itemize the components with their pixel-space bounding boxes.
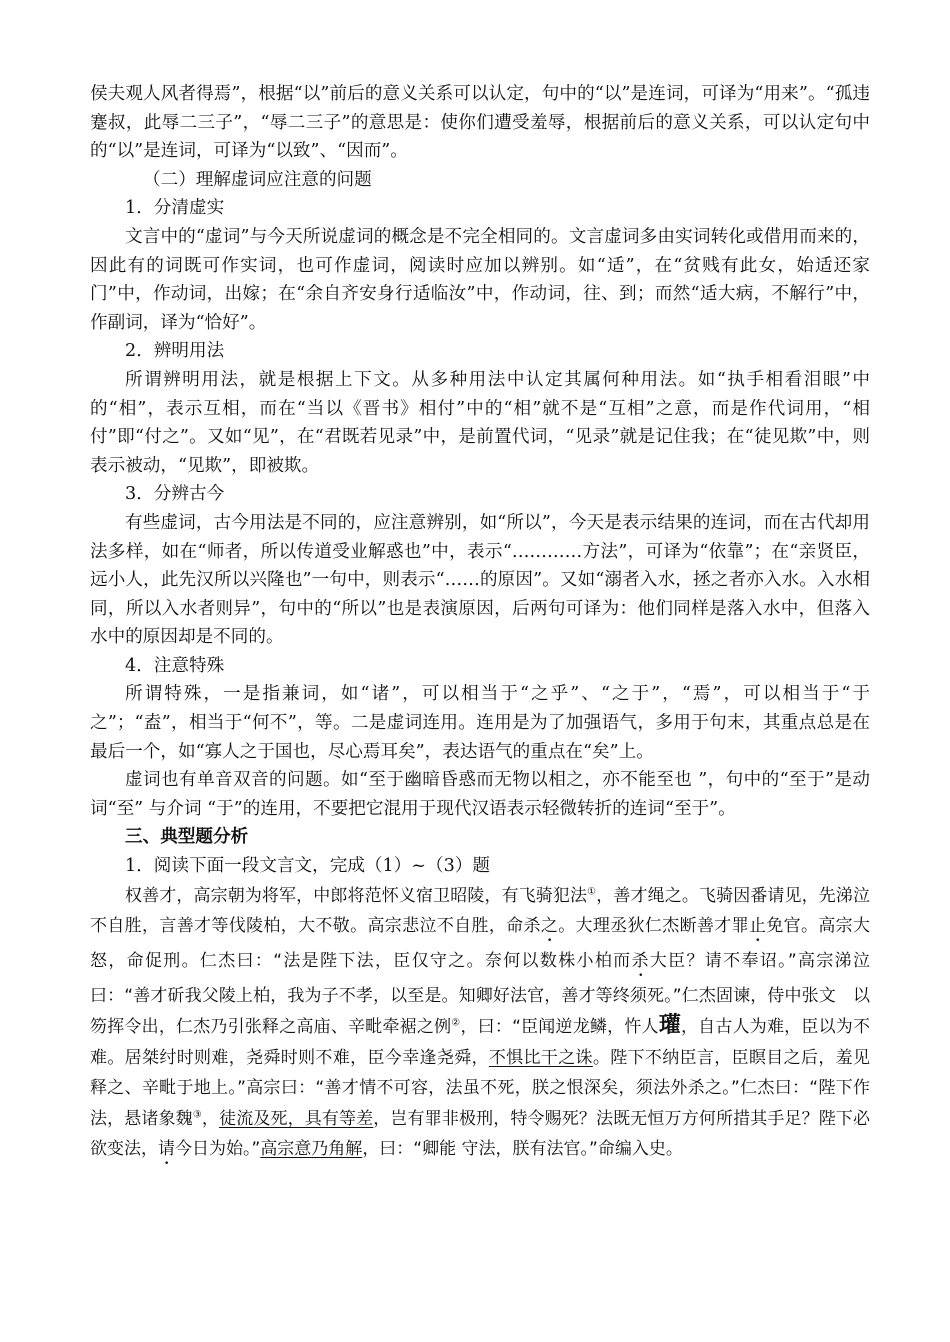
paragraph: 1．分清虚实 — [125, 198, 225, 219]
classical-chinese-passage — [90, 881, 870, 1169]
document-page — [90, 80, 870, 1169]
body-text — [90, 80, 870, 881]
paragraph: 虚词也有单音双音的问题。如“至于幽暗昏惑而无物以相之，亦不能至也 ”，句中的“至于”是动词“至” 与介词 “于”的连用，不要把它混用于现代汉语表示轻微转折的连词“至于”。 — [90, 770, 870, 819]
passage-text: ，曰：“卿能 守法，朕有法官。”命编入史。 — [362, 1139, 683, 1160]
underlined-phrase: 高宗意乃角解 — [260, 1139, 363, 1160]
dotted-character: 止 — [748, 916, 767, 937]
footnote-marker: ③ — [192, 1109, 202, 1120]
passage-text: 。大理丞狄仁杰断善才罪 — [558, 916, 749, 937]
paragraph: 所谓辨明用法，就是根据上下文。从多种用法中认定其属何种用法。如“执手相看泪眼”中的“相”，表示互相，而在“当以《晋书》相付”中的“相”就不是“互相”之意，而是作代词用，“相付”即“付之”。又如“见”，在“君既若见录”中，是前置代词，“见录”就是记住我；在“徒见欺”中，则表示被动，“见欺”，即被欺。 — [90, 369, 870, 476]
passage-text: ，善才绳之。飞骑因番请见，先涕泣不自胜，言善才等伐陵柏，大不敬。高宗悲泣不自胜，命杀 — [90, 885, 871, 937]
section-heading: 三、典型题分析 — [125, 826, 249, 848]
passage-text: ，岂有罪非极刑，特令赐死？法既无恒万方何所措其手足？陛下必欲变法， — [90, 1108, 871, 1160]
paragraph: 侯夫观人风者得焉”，根据“以”前后的意义关系可以认定，句中的“以”是连词，可译为“用来”。“孤违蹇叔，此辱二三子”，“辱二三子”的意思是：使你们遭受羞辱，根据前后的意义关系，可以认定句中的“以”是连词，可译为“以致”、“因而”。 — [90, 84, 870, 162]
footnote-marker: ② — [451, 1017, 461, 1029]
passage-text: 大臣？请不奉诏。”高宗涕泣曰：“善才斫我父陵上柏，我为子不孝，以至是。知卿好法官，善才等终须死。”仁杰固谏，侍中张文 以笏挥令出，仁杰乃引张释之高庙、辛毗牵裾之例 — [90, 951, 871, 1038]
underlined-phrase: 徒流及死，具有等差 — [219, 1108, 374, 1129]
passage-text: 权善才，高宗朝为将军，中郎将范怀义宿卫昭陵，有飞骑犯法 — [125, 885, 588, 906]
dotted-character: 请 — [158, 1139, 175, 1160]
passage-text: 免官。高宗大怒，命促刑。仁杰曰：“法是陛下法，臣仅守之。奈何以数株小柏而 — [90, 916, 871, 972]
paragraph: （二）理解虚词应注意的问题 — [143, 169, 372, 190]
dotted-character: 之 — [540, 916, 559, 937]
paragraph: 2．辨明用法 — [125, 341, 225, 362]
dotted-character: 杀 — [631, 951, 650, 972]
passage-text: ， — [201, 1108, 220, 1129]
paragraph: 4．注意特殊 — [125, 655, 225, 676]
footnote-marker: ① — [587, 885, 597, 897]
paragraph: 3．分辨古今 — [125, 484, 225, 505]
passage-text: 今日为始。” — [175, 1139, 261, 1160]
underlined-phrase: 不惧比干之诛 — [488, 1047, 593, 1068]
passage-text: ，曰：“臣闻逆龙鳞，忤人 — [460, 1017, 659, 1038]
passage-text: ，自古人为难，臣以为不难。居桀纣时则难，尧舜时则不难，臣今幸逢尧舜， — [90, 1017, 870, 1068]
paragraph: 1．阅读下面一段文言文，完成（1）~（3）题 — [125, 856, 491, 877]
paragraph: 有些虚词，古今用法是不同的，应注意辨别，如“所以”，今天是表示结果的连词，而在古代却用法多样，如在“师者，所以传道受业解惑也”中，表示“…………方法”，可译为“依靠”；在“亲贤臣，远小人，此先汉所以兴隆也”一句中，则表示“……的原因”。又如“溺者入水，拯之者亦入水。入水相同，所以入水者则异”，句中的“所以”也是表演原因，后两句可译为：他们同样是落入水中，但落入水中的原因却是不同的。 — [90, 512, 870, 648]
paragraph: 所谓特殊，一是指兼词，如“诸”，可以相当于“之乎”、“之于”，“焉”，可以相当于“于之”；“盍”，相当于“何不”，等。二是虚词连用。连用是为了加强语气，多用于句末，其重点总是在最后一个，如“寡人之于国也，尽心焉耳矣”，表达语气的重点在“矣”上。 — [90, 684, 870, 762]
paragraph: 文言中的“虚词”与今天所说虚词的概念是不完全相同的。文言虚词多由实词转化或借用而来的，因此有的词既可作实词，也可作虚词，阅读时应加以辨别。如“适”，在“贫贱有此女，始适还家门”中，作动词，出嫁；在“余自齐安身行适临汝”中，作动词，往、到；而然“适大病，不解行”中，作副词，译为“恰好”。 — [90, 226, 870, 333]
enlarged-character: 瓘 — [658, 1013, 681, 1039]
passage-text: 。陛下不纳臣言，臣瞑目之后，羞见释之、辛毗于地上。”高宗曰：“善才情不可容，法虽不死，朕之恨深矣，须法外杀之。”仁杰曰：“陛下作法，悬诸象魏 — [90, 1047, 871, 1129]
